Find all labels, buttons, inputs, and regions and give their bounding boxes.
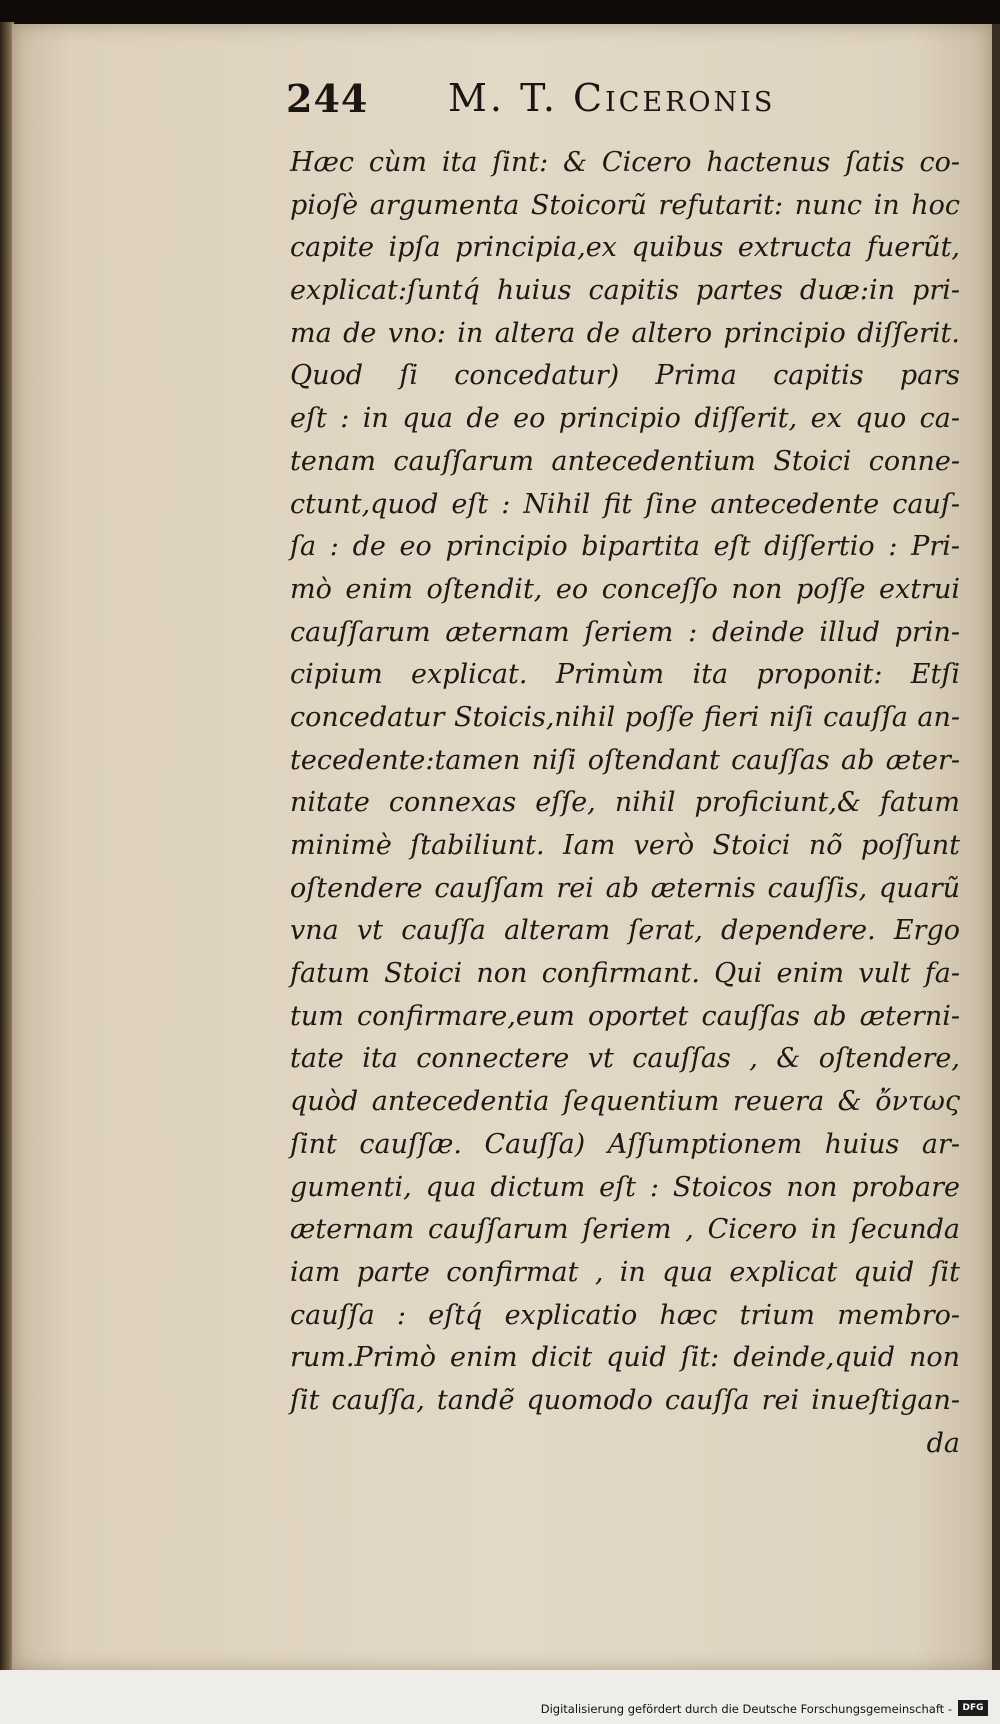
text-line: cauſſarum æternam ſeriem : deinde illud prin- [290,616,960,648]
running-head [0,70,1000,130]
text-line: ſint cauſſæ. Cauſſa) Aſſumptionem huius ar- [290,1128,960,1160]
digitization-credit: Digitalisierung gefördert durch die Deutsche Forschungsgemeinschaft - [540,1702,952,1716]
text-line: concedatur Stoicis,nihil poſſe fieri niſi cauſſa an- [290,701,960,733]
text-line: Quod ſi concedatur) Prima capitis pars [290,360,960,392]
text-line: capite ipſa principia,ex quibus extructa fuerũt, [290,232,960,264]
text-line: cauſſa : eſtq́ explicatio hæc trium membro- [290,1299,960,1331]
text-line: eſt : in qua de eo principio diſſerit, ex quo ca- [290,403,960,435]
text-line: tecedente:tamen niſi oſtendant cauſſas ab æter- [290,744,960,776]
text-line: nitate connexas eſſe, nihil proficiunt,& fatum [290,787,960,819]
text-line: oſtendere cauſſam rei ab æternis cauſſis, quarũ [290,872,960,904]
dfg-logo: DFG [958,1700,988,1716]
text-line: gumenti, qua dictum eſt : Stoicos non probare [290,1171,960,1203]
text-line: ma de vno: in altera de altero principio diſſerit. [290,317,960,349]
scan-right-border [992,24,1000,1670]
text-line: tum confirmare,eum oportet cauſſas ab æterni- [290,1000,960,1032]
text-line: æternam cauſſarum ſeriem , Cicero in ſecunda [290,1214,960,1246]
text-line: ſit cauſſa, tandẽ quomodo cauſſa rei inueſtigan- [290,1384,960,1416]
text-line: fatum Stoici non confirmant. Qui enim vult fa- [290,958,960,990]
text-line: iam parte confirmat , in qua explicat quid ſit [290,1256,960,1288]
text-line: vna vt cauſſa alteram ſerat, dependere. Ergo [290,915,960,947]
page-number: 244 [286,76,369,121]
text-line: mò enim oſtendit, eo conceſſo non poſſe extrui [290,573,960,605]
running-title: M. T. Ciceronis [448,76,776,120]
text-line: ctunt,quod eſt : Nihil fit ſine antecedente cauſ- [290,488,960,520]
text-line: rum.Primò enim dicit quid ſit: deinde,quid non [290,1342,960,1374]
text-line: tate ita connectere vt cauſſas , & oſtendere, [290,1043,960,1075]
text-line: cipium explicat. Primùm ita proponit: Etſi [290,659,960,691]
commentary-text [290,142,960,1465]
text-line: Hæc cùm ita ſint: & Cicero hactenus ſatis co- [290,147,960,178]
text-line: explicat:ſuntq́ huius capitis partes duæ:in pri- [290,275,960,307]
text-line: tenam cauſſarum antecedentium Stoici conne- [290,445,960,477]
text-line: quòd antecedentia ſequentium reuera & ὄντως [290,1086,960,1118]
text-line: ſa : de eo principio bipartita eſt diſſertio : Pri- [290,531,960,563]
text-line: minimè ſtabiliunt. Iam verò Stoici nõ poſſunt [290,830,960,861]
catchword: da [926,1427,960,1459]
text-line: pioſè argumenta Stoicorũ refutarit: nunc in hoc [290,189,960,221]
